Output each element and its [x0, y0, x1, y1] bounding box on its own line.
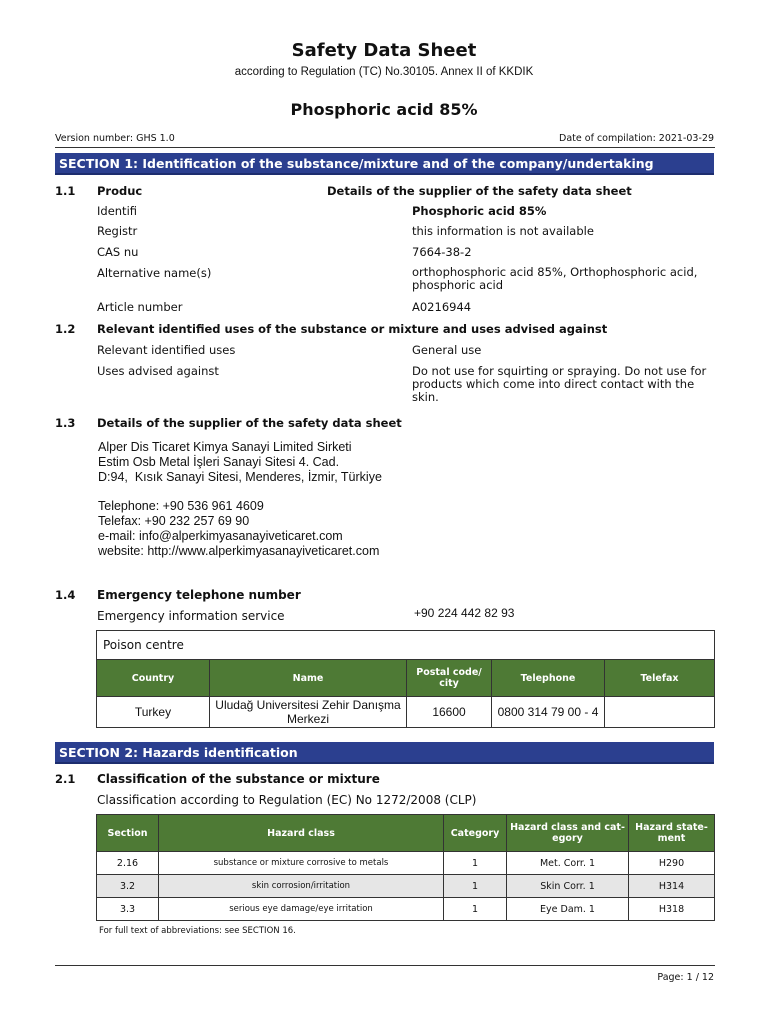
hazard-class: skin corrosion/irritation	[159, 875, 444, 898]
hazard-category: 1	[444, 898, 507, 921]
hazard-class: serious eye damage/eye irritation	[159, 898, 444, 921]
subsection-2-1-heading: Classification of the substance or mixture	[97, 772, 380, 786]
subsection-1-1-overlay-heading: Details of the supplier of the safety data sheet	[327, 184, 632, 198]
cas-label: CAS nu	[97, 245, 139, 259]
version-number: Version number: GHS 1.0	[55, 133, 175, 144]
hazard-class-category: Eye Dam. 1	[507, 898, 629, 921]
table-row	[97, 697, 715, 728]
column-header-hazard-class-category: Hazard class and cat- egory	[507, 815, 629, 852]
column-header-hazard-class: Hazard class	[159, 815, 444, 852]
registration-label: Registr	[97, 224, 138, 238]
poison-country: Turkey	[97, 697, 210, 728]
poison-centre-table	[96, 659, 715, 728]
supplier-contact: Telephone: +90 536 961 4609 Telefax: +90 232 257 69 90 e-mail: info@alperkimyasanayiveticaret.com website: http://www.alperkimyasanayiveticaret.com	[98, 499, 380, 558]
section-1-header: SECTION 1: Identification of the substance/mixture and of the company/undertaking	[55, 153, 714, 175]
emergency-service-number: +90 224 442 82 93	[414, 606, 515, 620]
hazard-class-category: Skin Corr. 1	[507, 875, 629, 898]
article-number-value: A0216944	[412, 300, 472, 314]
page-number: Page: 1 / 12	[657, 972, 714, 983]
section-2-header: SECTION 2: Hazards identification	[55, 742, 714, 764]
column-header-telephone: Telephone	[492, 660, 605, 697]
regulation-subtitle: according to Regulation (TC) No.30105. Annex II of KKDIK	[234, 66, 534, 78]
column-header-country: Country	[97, 660, 210, 697]
subsection-1-2-heading: Relevant identified uses of the substance or mixture and uses advised against	[97, 322, 608, 336]
subsection-1-1-number: 1.1	[55, 184, 76, 198]
abbreviations-note: For full text of abbreviations: see SECTION 16.	[99, 926, 296, 936]
hazard-section: 3.3	[97, 898, 159, 921]
hazard-class-category: Met. Corr. 1	[507, 852, 629, 875]
poison-name: Uludağ Universitesi Zehir Danışma Merkezi	[210, 697, 407, 728]
identifier-value: Phosphoric acid 85%	[412, 204, 547, 218]
subsection-1-2-number: 1.2	[55, 322, 76, 336]
hazard-section: 3.2	[97, 875, 159, 898]
column-header-telefax: Telefax	[605, 660, 715, 697]
hazard-classification-table	[96, 814, 715, 921]
compilation-date: Date of compilation: 2021-03-29	[559, 133, 714, 144]
subsection-2-1-number: 2.1	[55, 772, 76, 786]
hazard-category: 1	[444, 852, 507, 875]
alternative-names-value: orthophosphoric acid 85%, Orthophosphoric acid, phosphoric acid	[412, 265, 698, 292]
column-header-name: Name	[210, 660, 407, 697]
identified-uses-label: Relevant identified uses	[97, 343, 236, 357]
column-header-category: Category	[444, 815, 507, 852]
emergency-service-label: Emergency information service	[97, 609, 285, 623]
hazard-statement: H290	[629, 852, 715, 875]
column-header-section: Section	[97, 815, 159, 852]
hazard-category: 1	[444, 875, 507, 898]
uses-advised-against-label: Uses advised against	[97, 364, 219, 378]
classification-subheading: Classification according to Regulation (EC) No 1272/2008 (CLP)	[97, 793, 477, 807]
poison-centre-title: Poison centre	[103, 638, 184, 652]
hazard-section: 2.16	[97, 852, 159, 875]
hazard-class: substance or mixture corrosive to metals	[159, 852, 444, 875]
table-row	[97, 898, 715, 921]
article-number-label: Article number	[97, 300, 183, 314]
poison-telefax	[605, 697, 715, 728]
footer-divider	[55, 965, 715, 966]
hazard-statement: H318	[629, 898, 715, 921]
table-row	[97, 875, 715, 898]
header-divider	[55, 147, 715, 148]
supplier-address: Alper Dis Ticaret Kimya Sanayi Limited Sirketi Estim Osb Metal İşleri Sanayi Sitesi 4. Cad. D:94, Kısık Sanayi Sitesi, Menderes, İzmir, Türkiye	[98, 440, 382, 484]
hazard-statement: H314	[629, 875, 715, 898]
subsection-1-3-number: 1.3	[55, 416, 76, 430]
poison-telephone: 0800 314 79 00 - 4	[492, 697, 605, 728]
subsection-1-1-heading: Produc	[97, 184, 143, 198]
identifier-label: Identifi	[97, 204, 138, 218]
product-name: Phosphoric acid 85%	[290, 100, 478, 119]
poison-postal: 16600	[407, 697, 492, 728]
subsection-1-4-heading: Emergency telephone number	[97, 588, 301, 602]
table-row	[97, 852, 715, 875]
subsection-1-3-heading: Details of the supplier of the safety data sheet	[97, 416, 402, 430]
alternative-names-label: Alternative name(s)	[97, 266, 212, 280]
column-header-hazard-statement: Hazard state- ment	[629, 815, 715, 852]
subsection-1-4-number: 1.4	[55, 588, 76, 602]
identified-uses-value: General use	[412, 343, 482, 357]
document-title: Safety Data Sheet	[291, 40, 477, 61]
uses-advised-against-value: Do not use for squirting or spraying. Do not use for products which come into direct contact with the skin.	[412, 364, 707, 404]
registration-value: this information is not available	[412, 224, 594, 238]
column-header-postal: Postal code/ city	[407, 660, 492, 697]
cas-value: 7664-38-2	[412, 245, 472, 259]
